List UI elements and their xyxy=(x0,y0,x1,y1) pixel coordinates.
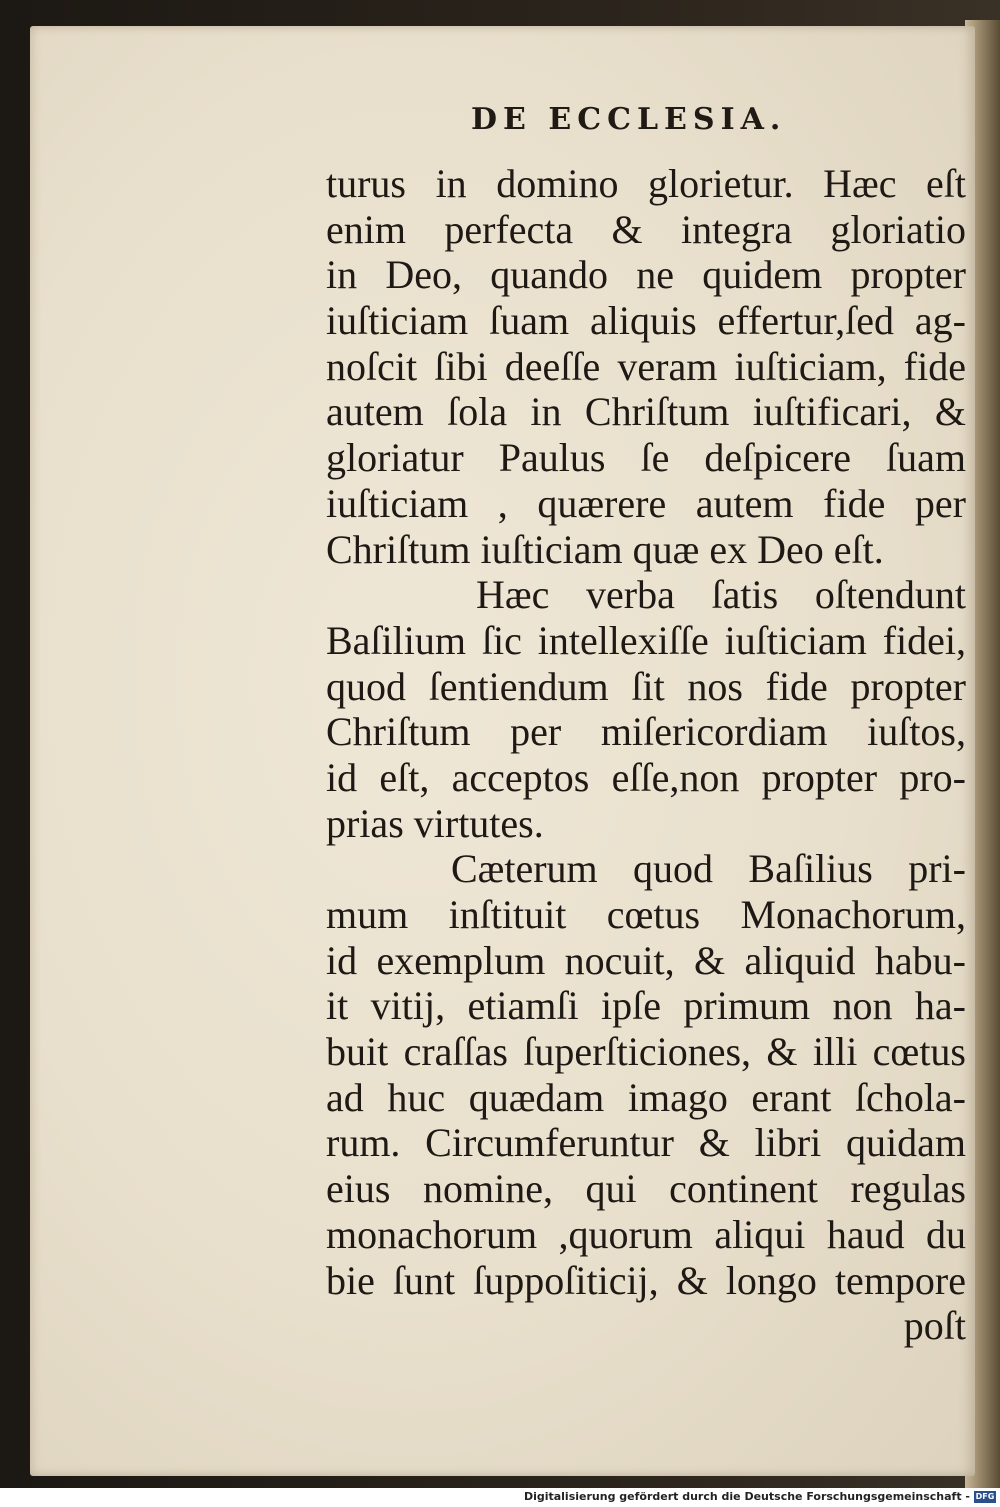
text-line: Chriſtum per miſericordiam iuſtos, xyxy=(326,709,966,755)
dfg-logo-icon: DFG xyxy=(975,1492,995,1501)
text-line: id exemplum nocuit, & aliquid habu- xyxy=(326,937,966,983)
text-line: eius nomine, qui continent regulas xyxy=(326,1166,966,1212)
text-line: id eſt, acceptos eſſe,non propter pro- xyxy=(326,754,966,800)
footer-credit: Digitalisierung gefördert durch die Deutsche Forschungsgemeinschaft - xyxy=(523,1490,970,1503)
text-line: buit craſſas ſuperſticiones, & illi cœtus xyxy=(326,1029,966,1075)
text-line: iuſticiam ſuam aliquis effertur,ſed ag- xyxy=(326,298,966,344)
text-block xyxy=(326,161,966,1349)
text-line: iuſticiam , quærere autem fide per xyxy=(326,480,966,526)
text-line: noſcit ſibi deeſſe veram iuſticiam, fide xyxy=(326,343,966,389)
text-line: in Deo, quando ne quidem propter xyxy=(326,252,966,298)
text-line: Hæc verba ſatis oſtendunt xyxy=(476,572,966,618)
text-line: Cæterum quod Baſilius pri- xyxy=(451,846,966,892)
text-line: Chriſtum iuſticiam quæ ex Deo eſt. xyxy=(326,526,884,572)
text-line: ad huc quædam imago erant ſchola- xyxy=(326,1074,966,1120)
text-line: monachorum ,quorum aliqui haud du xyxy=(326,1211,966,1257)
text-line: Baſilium ſic intellexiſſe iuſticiam fidei, xyxy=(326,617,966,663)
text-line: mum inſtituit cœtus Monachorum, xyxy=(326,892,966,937)
text-line: quod ſentiendum ſit nos fide propter xyxy=(326,663,966,709)
text-line: autem ſola in Chriſtum iuſtificari, & xyxy=(326,389,966,435)
text-line: it vitij, etiamſi ipſe primum non ha- xyxy=(326,983,966,1029)
text-line: enim perfecta & integra gloriatio xyxy=(326,206,966,252)
catchword: poſt xyxy=(903,1303,966,1349)
text-line: gloriatur Paulus ſe deſpicere ſuam xyxy=(326,435,966,481)
text-line: bie ſunt ſuppoſiticij, & longo tempore xyxy=(326,1257,966,1303)
text-line: prias virtutes. xyxy=(326,800,544,846)
text-line: rum. Circumferuntur & libri quidam xyxy=(326,1120,966,1166)
text-line: turus in domino glorietur. Hæc eſt xyxy=(326,161,966,206)
footer-bar xyxy=(0,1488,1000,1507)
running-head: DE ECCLESIA. xyxy=(471,102,787,137)
